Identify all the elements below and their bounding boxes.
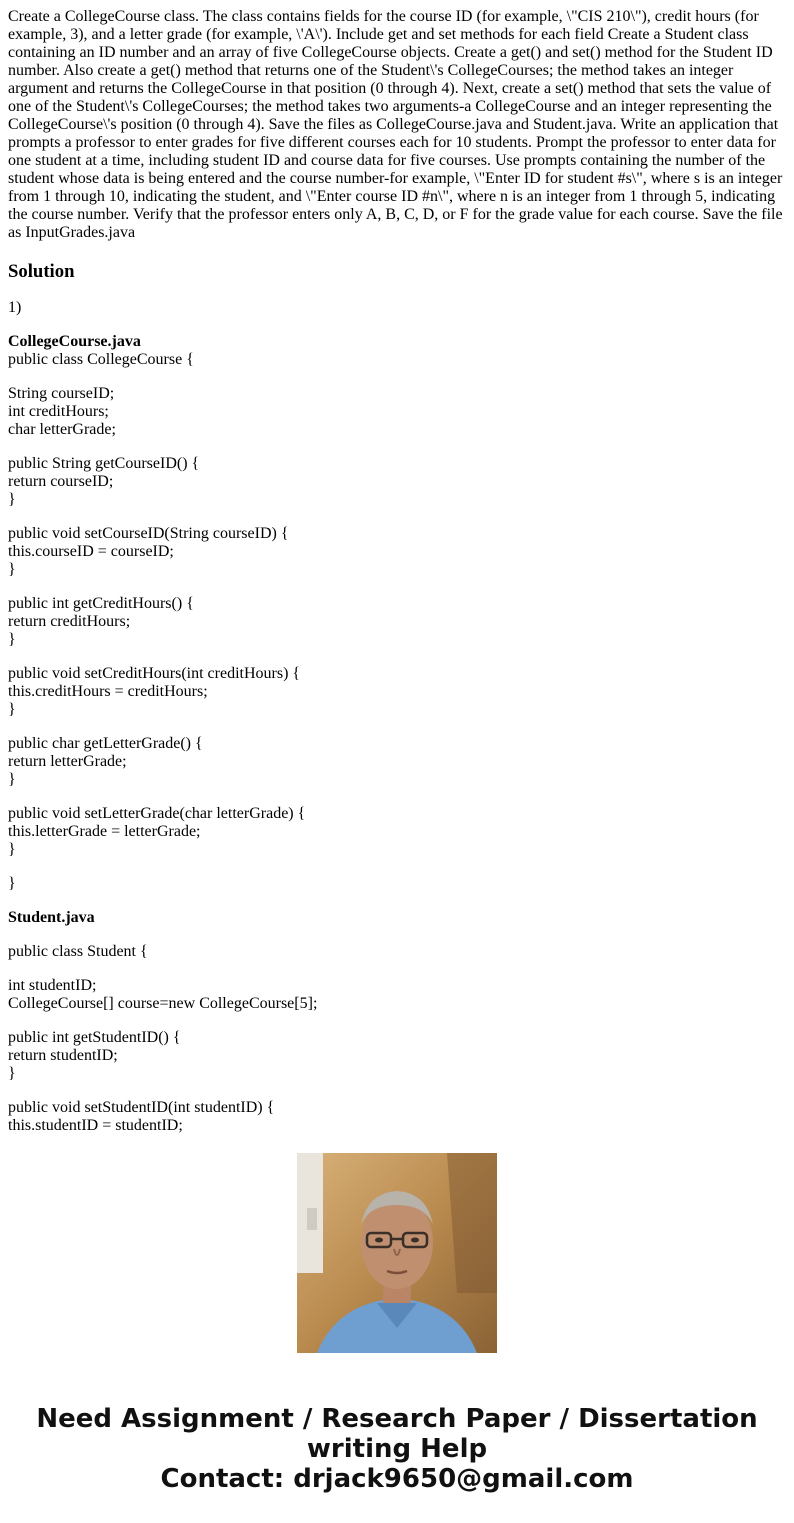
code-line: public int getCreditHours() { xyxy=(8,595,194,612)
code-group xyxy=(8,735,786,789)
code-group xyxy=(8,1029,786,1083)
author-photo xyxy=(297,1153,497,1353)
file-name-student: Student.java xyxy=(8,909,95,926)
code-line: public void setCreditHours(int creditHours) { xyxy=(8,665,301,682)
code-group xyxy=(8,977,786,1013)
question-text: Create a CollegeCourse class. The class contains fields for the course ID (for example, \"CIS 210\"), credit hours (for example, 3), and a letter grade (for example, \'A\'). Include get and set methods for each field Create a Student class containing an ID number and an array of five CollegeCourse objects. Create a get() and set() method for the Student ID number. Also create a get() method that returns one of the Student\'s CollegeCourses; the method takes an integer argument and returns the CollegeCourse in that position (0 through 4). Next, create a set() method that sets the value of one of the Student\'s CollegeCourses; the method takes two arguments-a CollegeCourse and an integer representing the CollegeCourse\'s position (0 through 4). Save the files as CollegeCourse.java and Student.java. Write an application that prompts a professor to enter grades for five different courses each for 10 students. Prompt the professor to enter data for one student at a time, including student ID and course data for five courses. Use prompts containing the number of the student whose data is being entered and the course number-for example, \"Enter ID for student #s\", where s is an integer from 1 through 10, indicating the student, and \"Enter course ID #n\", where n is an integer from 1 through 5, indicating the course number. Verify that the professor enters only A, B, C, D, or F for the grade value for each course. Save the file as InputGrades.java xyxy=(8,8,783,241)
student-code xyxy=(8,943,786,1135)
college-course-code xyxy=(8,351,786,893)
code-line: public void setCourseID(String courseID) { xyxy=(8,525,289,542)
code-group xyxy=(8,943,786,961)
code-line: return letterGrade; xyxy=(8,753,127,770)
code-line: public String getCourseID() { xyxy=(8,455,200,472)
code-line: int creditHours; xyxy=(8,403,109,420)
code-line: public void setStudentID(int studentID) { xyxy=(8,1099,275,1116)
code-line: } xyxy=(8,1065,16,1082)
code-line: } xyxy=(8,771,16,788)
code-line: this.courseID = courseID; xyxy=(8,543,174,560)
code-line: public char getLetterGrade() { xyxy=(8,735,203,752)
code-line: } xyxy=(8,631,16,648)
file-name-college-course: CollegeCourse.java xyxy=(8,333,141,350)
part-label: 1) xyxy=(8,299,22,316)
college-course-file xyxy=(8,333,786,893)
code-line: return studentID; xyxy=(8,1047,118,1064)
code-line: } xyxy=(8,701,16,718)
code-group xyxy=(8,351,786,369)
code-group xyxy=(8,525,786,579)
code-line: String courseID; xyxy=(8,385,115,402)
code-line: this.letterGrade = letterGrade; xyxy=(8,823,201,840)
student-file xyxy=(8,909,786,1135)
code-group xyxy=(8,455,786,509)
code-line: public void setLetterGrade(char letterGrade) { xyxy=(8,805,306,822)
code-group xyxy=(8,665,786,719)
code-line: int studentID; xyxy=(8,977,97,994)
code-line: this.creditHours = creditHours; xyxy=(8,683,208,700)
promo-line-2: writing Help xyxy=(306,1434,488,1464)
code-group xyxy=(8,805,786,859)
code-line: return creditHours; xyxy=(8,613,131,630)
code-line: return courseID; xyxy=(8,473,114,490)
code-line: } xyxy=(8,841,16,858)
code-line: public int getStudentID() { xyxy=(8,1029,181,1046)
promo-banner xyxy=(0,1404,794,1494)
code-line: public class Student { xyxy=(8,943,148,960)
code-line: } xyxy=(8,561,16,578)
code-line: CollegeCourse[] course=new CollegeCourse[5]; xyxy=(8,995,318,1012)
code-line: } xyxy=(8,491,16,508)
document-content xyxy=(8,8,786,1134)
promo-line-1: Need Assignment / Research Paper / Dissertation xyxy=(36,1404,758,1434)
code-group xyxy=(8,1099,786,1135)
code-line: this.studentID = studentID; xyxy=(8,1117,183,1134)
code-line: char letterGrade; xyxy=(8,421,116,438)
code-line: public class CollegeCourse { xyxy=(8,351,194,368)
code-line: } xyxy=(8,875,16,892)
promo-contact: Contact: drjack9650@gmail.com xyxy=(160,1464,634,1494)
code-group xyxy=(8,595,786,649)
solution-heading: Solution xyxy=(8,261,75,282)
code-group xyxy=(8,875,786,893)
code-group xyxy=(8,385,786,439)
